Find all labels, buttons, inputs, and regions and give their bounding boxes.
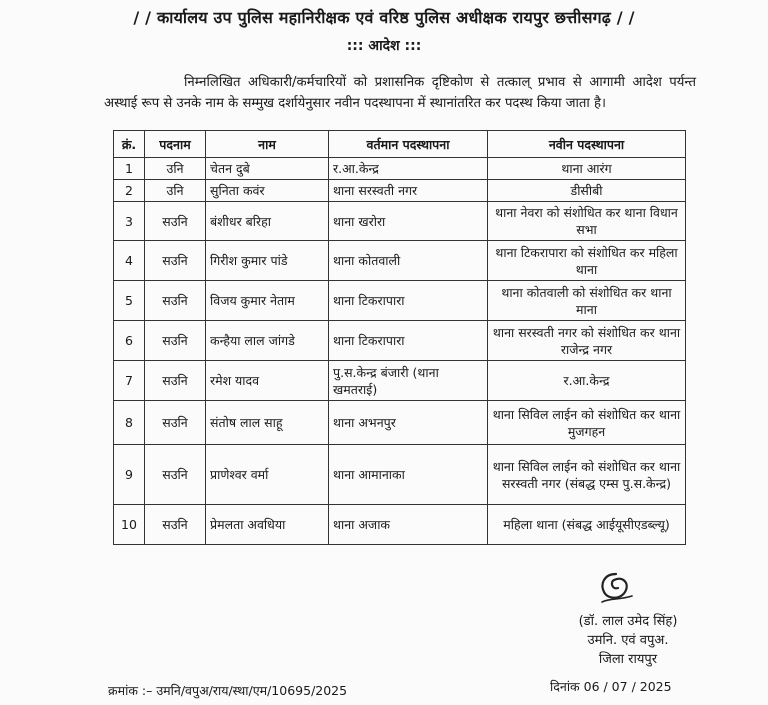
- serial-cell: 2: [114, 180, 145, 202]
- col-serial: क्रं.: [114, 131, 145, 158]
- order-heading: ::: आदेश :::: [346, 38, 422, 54]
- name-cell: कन्हैया लाल जांगडे: [206, 321, 329, 361]
- table-row: [114, 401, 686, 445]
- rank-cell: सउनि: [145, 281, 206, 321]
- order-intro-paragraph: निम्नलिखित अधिकारी/कर्मचारियों को प्रशासनिक दृष्टिकोण से तत्काल् प्रभाव से आगामी आदेश पर्यन्त अस्थाई रूप से उनके नाम के सम्मुख दर्शायेनुसार नवीन पदस्थापना में स्थानांतरित कर पदस्थ किया जाता है।: [104, 75, 696, 111]
- current-posting-cell: थाना आमानाका: [329, 445, 488, 505]
- name-cell: प्रेमलता अवधिया: [206, 505, 329, 545]
- name-cell: सुनिता कवंर: [206, 180, 329, 202]
- name-cell: संतोष लाल साहू: [206, 401, 329, 445]
- serial-cell: 9: [114, 445, 145, 505]
- table-row: [114, 202, 686, 241]
- col-name: नाम: [206, 131, 329, 158]
- name-cell: चेतन दुबे: [206, 158, 329, 180]
- signer-name: (डॉ. लाल उमेद सिंह): [578, 614, 678, 629]
- rank-cell: उनि: [145, 180, 206, 202]
- serial-cell: 1: [114, 158, 145, 180]
- rank-cell: सउनि: [145, 445, 206, 505]
- name-cell: रमेश यादव: [206, 361, 329, 401]
- signature-mark: [596, 570, 636, 606]
- rank-cell: सउनि: [145, 241, 206, 281]
- table-row: [114, 158, 686, 180]
- serial-cell: 3: [114, 202, 145, 241]
- signer-district: जिला रायपुर: [598, 652, 658, 667]
- transfer-table: [113, 130, 686, 545]
- serial-cell: 6: [114, 321, 145, 361]
- serial-cell: 8: [114, 401, 145, 445]
- new-posting-cell: र.आ.केन्द्र: [488, 361, 686, 401]
- new-posting-cell: थाना सिविल लाईन को संशोधित कर थाना सरस्वती नगर (संबद्ध एम्स पु.स.केन्द्र): [488, 445, 686, 505]
- new-posting-cell: थाना टिकरापारा को संशोधित कर महिला थाना: [488, 241, 686, 281]
- col-rank: पदनाम: [145, 131, 206, 158]
- current-posting-cell: थाना अजाक: [329, 505, 488, 545]
- rank-cell: सउनि: [145, 361, 206, 401]
- current-posting-cell: थाना अभनपुर: [329, 401, 488, 445]
- name-cell: गिरीश कुमार पांडे: [206, 241, 329, 281]
- current-posting-cell: थाना सरस्वती नगर: [329, 180, 488, 202]
- new-posting-cell: महिला थाना (संबद्ध आईयूसीएडब्ल्यू): [488, 505, 686, 545]
- serial-cell: 10: [114, 505, 145, 545]
- table-row: [114, 180, 686, 202]
- current-posting-cell: पु.स.केन्द्र बंजारी (थाना खमतराई): [329, 361, 488, 401]
- office-heading: / / कार्यालय उप पुलिस महानिरीक्षक एवं वरिष्ठ पुलिस अधीक्षक रायपुर छत्तीसगढ़ / /: [133, 8, 635, 27]
- current-posting-cell: थाना खरोरा: [329, 202, 488, 241]
- table-row: [114, 241, 686, 281]
- table-row: [114, 281, 686, 321]
- new-posting-cell: डीसीबी: [488, 180, 686, 202]
- rank-cell: सउनि: [145, 321, 206, 361]
- current-posting-cell: थाना कोतवाली: [329, 241, 488, 281]
- rank-cell: सउनि: [145, 401, 206, 445]
- serial-cell: 5: [114, 281, 145, 321]
- serial-cell: 4: [114, 241, 145, 281]
- order-date: दिनांक 06 / 07 / 2025: [550, 679, 672, 694]
- current-posting-cell: र.आ.केन्द्र: [329, 158, 488, 180]
- table-row: [114, 445, 686, 505]
- new-posting-cell: थाना सरस्वती नगर को संशोधित कर थाना राजेन्द्र नगर: [488, 321, 686, 361]
- current-posting-cell: थाना टिकरापारा: [329, 281, 488, 321]
- table-header-row: [114, 131, 686, 158]
- new-posting-cell: थाना आरंग: [488, 158, 686, 180]
- name-cell: बंशीधर बरिहा: [206, 202, 329, 241]
- col-new-posting: नवीन पदस्थापना: [488, 131, 686, 158]
- serial-cell: 7: [114, 361, 145, 401]
- current-posting-cell: थाना टिकरापारा: [329, 321, 488, 361]
- rank-cell: सउनि: [145, 202, 206, 241]
- table-row: [114, 361, 686, 401]
- name-cell: प्राणेश्वर वर्मा: [206, 445, 329, 505]
- new-posting-cell: थाना सिविल लाईन को संशोधित कर थाना मुजगहन: [488, 401, 686, 445]
- signature-block: [548, 612, 708, 669]
- rank-cell: उनि: [145, 158, 206, 180]
- table-row: [114, 505, 686, 545]
- name-cell: विजय कुमार नेताम: [206, 281, 329, 321]
- col-current-posting: वर्तमान पदस्थापना: [329, 131, 488, 158]
- table-row: [114, 321, 686, 361]
- new-posting-cell: थाना कोतवाली को संशोधित कर थाना माना: [488, 281, 686, 321]
- new-posting-cell: थाना नेवरा को संशोधित कर थाना विधान सभा: [488, 202, 686, 241]
- signer-designation: उमनि. एवं वपुअ.: [587, 633, 669, 648]
- rank-cell: सउनि: [145, 505, 206, 545]
- reference-number: क्रमांक :– उमनि/वपुअ/राय/स्था/एम/10695/2025: [108, 683, 348, 698]
